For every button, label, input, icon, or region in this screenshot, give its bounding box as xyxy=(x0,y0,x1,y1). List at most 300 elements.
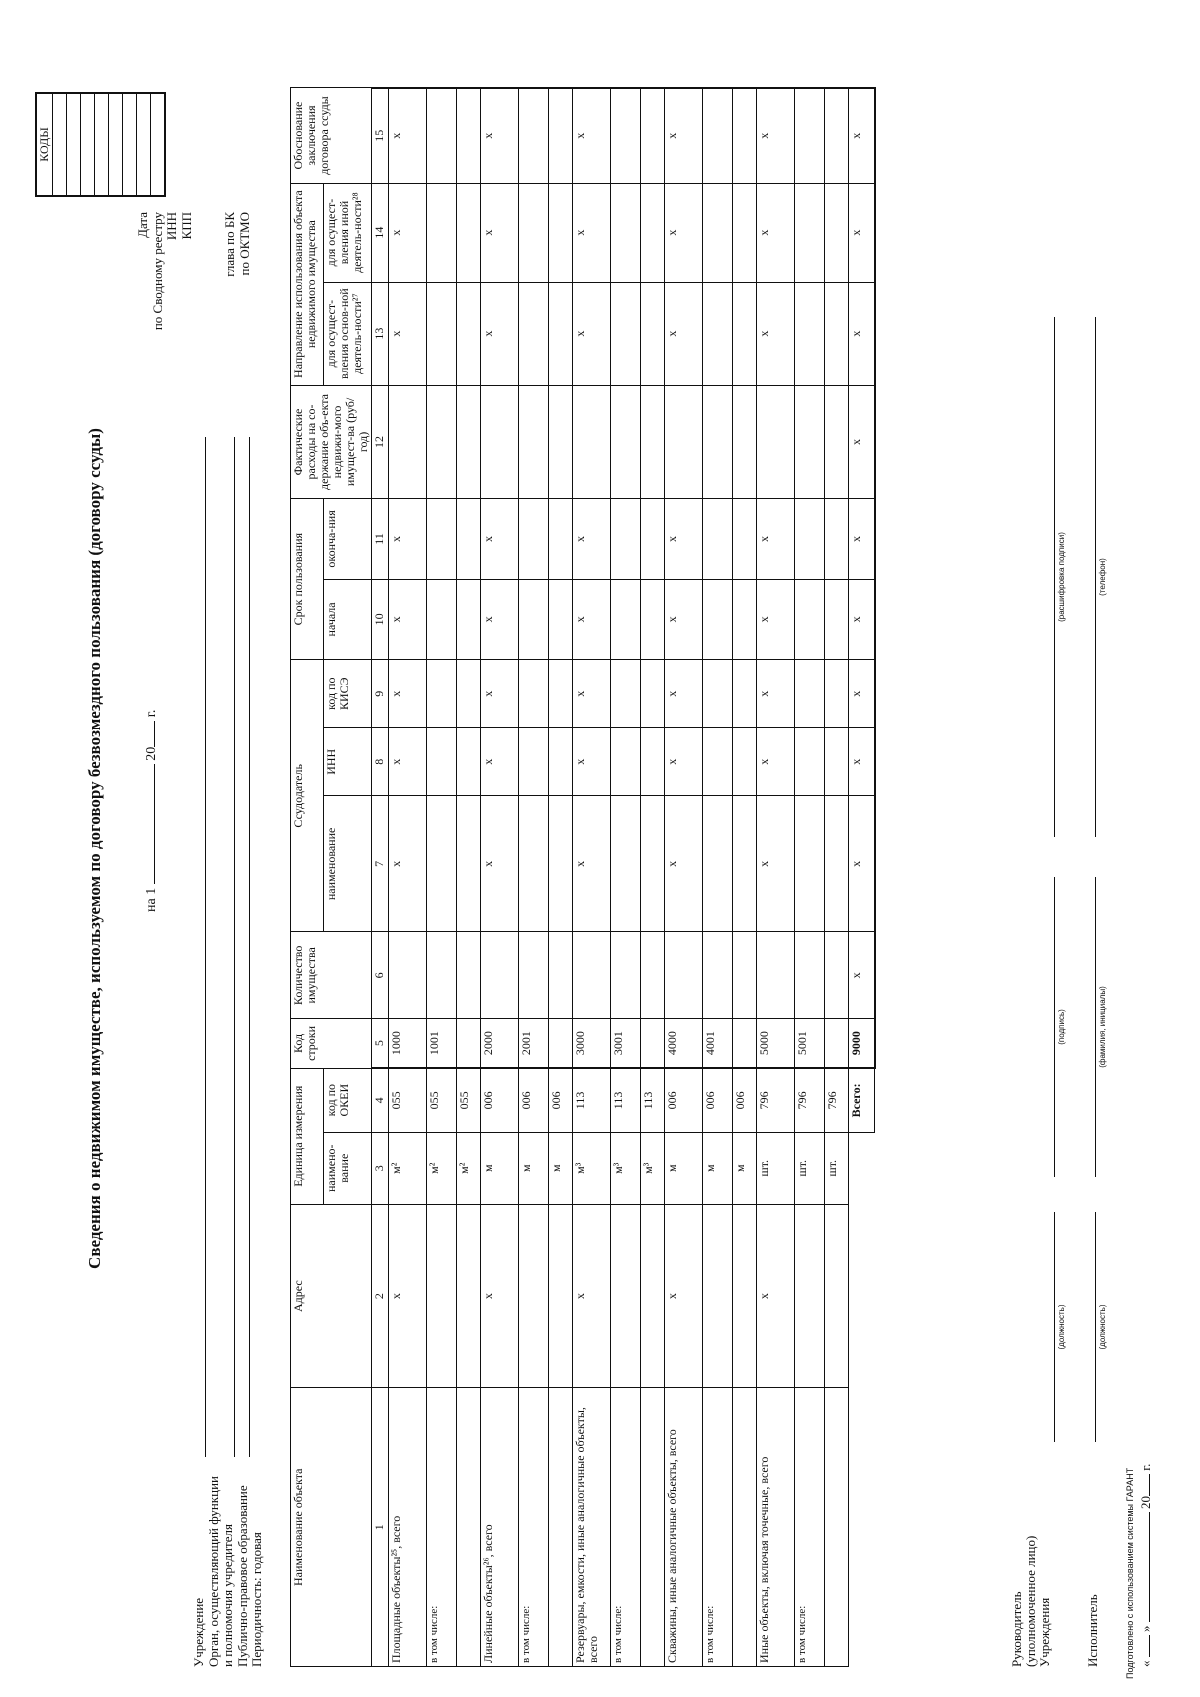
costs-cell[interactable] xyxy=(481,385,519,498)
data-cell[interactable] xyxy=(457,796,481,932)
h-dir-main: для осущест-вления основ-ной деятель-ности²⁷ xyxy=(324,282,372,385)
table-row xyxy=(519,88,549,1667)
x-cell: x xyxy=(757,728,795,796)
address-cell[interactable] xyxy=(427,1204,457,1388)
subrow-label: в том числе: xyxy=(519,1388,549,1667)
x-cell: x xyxy=(573,282,611,385)
address-cell[interactable] xyxy=(457,1204,481,1388)
data-cell[interactable] xyxy=(427,282,457,385)
unit-name-cell: шт. xyxy=(795,1132,825,1204)
data-cell[interactable] xyxy=(703,282,733,385)
x-cell: x xyxy=(481,796,519,932)
unit-name-cell: м³ xyxy=(573,1132,611,1204)
label-bk: глава по БК xyxy=(222,212,237,277)
data-cell[interactable] xyxy=(641,579,665,659)
x-cell: x xyxy=(665,728,703,796)
data-cell[interactable] xyxy=(641,499,665,579)
data-cell[interactable] xyxy=(795,385,825,498)
unit-name-cell: м xyxy=(519,1132,549,1204)
data-cell[interactable] xyxy=(427,385,457,498)
table-row xyxy=(427,88,457,1667)
object-name[interactable] xyxy=(641,1388,665,1667)
code-empty-1[interactable] xyxy=(109,93,123,196)
x-cell: x xyxy=(849,728,875,796)
data-cell[interactable] xyxy=(733,728,757,796)
col-num: 7 xyxy=(372,796,389,932)
col-num: 8 xyxy=(372,728,389,796)
x-cell: x xyxy=(849,385,875,498)
x-cell: x xyxy=(757,88,795,183)
unit-name-cell: м³ xyxy=(611,1132,641,1204)
x-cell: x xyxy=(665,796,703,932)
total-label: Всего: xyxy=(849,1068,875,1132)
data-cell[interactable] xyxy=(795,282,825,385)
cap-head-decoding: (расшифровка подписи) xyxy=(1057,532,1066,622)
data-cell[interactable] xyxy=(457,88,481,183)
okei-cell: 006 xyxy=(481,1068,519,1132)
okei-cell: 006 xyxy=(519,1068,549,1132)
data-cell[interactable] xyxy=(611,282,641,385)
data-cell[interactable] xyxy=(825,796,849,932)
label-periodicity: Периодичность: годовая xyxy=(249,1532,264,1667)
data-cell[interactable] xyxy=(641,932,665,1019)
data-cell[interactable] xyxy=(427,660,457,728)
unit-name-cell: м xyxy=(481,1132,519,1204)
data-cell[interactable] xyxy=(703,183,733,282)
h-term: Срок пользования xyxy=(291,499,324,660)
signature-head-label xyxy=(1010,1536,1052,1667)
total-row xyxy=(849,88,875,1667)
data-cell[interactable] xyxy=(641,728,665,796)
data-cell[interactable] xyxy=(825,660,849,728)
date-year-prefix: 20 xyxy=(144,746,159,761)
data-cell[interactable] xyxy=(703,579,733,659)
data-cell[interactable] xyxy=(641,183,665,282)
data-cell[interactable] xyxy=(519,932,549,1019)
data-cell[interactable] xyxy=(549,728,573,796)
row-code-cell[interactable] xyxy=(733,1019,757,1069)
object-name[interactable] xyxy=(733,1388,757,1667)
table-row xyxy=(549,88,573,1667)
okei-cell: 055 xyxy=(457,1068,481,1132)
data-cell[interactable] xyxy=(611,728,641,796)
subrow-label: в том числе: xyxy=(611,1388,641,1667)
x-cell: x xyxy=(757,579,795,659)
address-cell[interactable] xyxy=(549,1204,573,1388)
object-name[interactable] xyxy=(549,1388,573,1667)
table-row xyxy=(573,88,611,1667)
label-inn: ИНН xyxy=(164,212,179,241)
data-cell[interactable] xyxy=(519,499,549,579)
table-row xyxy=(703,88,733,1667)
label-oktmo: по ОКТМО xyxy=(236,212,252,276)
address-cell[interactable] xyxy=(733,1204,757,1388)
row-code-cell[interactable] xyxy=(457,1019,481,1069)
row-code-cell: 4001 xyxy=(703,1019,733,1069)
sig-executor: Исполнитель xyxy=(1085,1594,1100,1667)
label-registry: по Сводному реестру xyxy=(149,212,165,331)
address-cell: x xyxy=(573,1204,611,1388)
data-cell[interactable] xyxy=(549,282,573,385)
row-code-cell: 4000 xyxy=(665,1019,703,1069)
data-cell[interactable] xyxy=(641,88,665,183)
table-row xyxy=(733,88,757,1667)
unit-name-cell: м xyxy=(549,1132,573,1204)
object-name: Скважины, иные аналогичные объекты, всего xyxy=(665,1388,703,1667)
data-cell[interactable] xyxy=(457,282,481,385)
data-cell[interactable] xyxy=(549,796,573,932)
x-cell: x xyxy=(481,282,519,385)
qty-cell[interactable] xyxy=(757,932,795,1019)
x-cell: x xyxy=(665,499,703,579)
data-cell[interactable] xyxy=(733,88,757,183)
x-cell: x xyxy=(389,796,427,932)
address-cell: x xyxy=(665,1204,703,1388)
col-num: 10 xyxy=(372,579,389,659)
h-lender-inn: ИНН xyxy=(324,728,372,796)
h-basis: Обоснование заключения договора ссуды xyxy=(291,88,372,183)
data-cell[interactable] xyxy=(795,660,825,728)
data-cell[interactable] xyxy=(703,932,733,1019)
object-name: Резервуары, емкости, иные аналогичные объекты, всего xyxy=(573,1388,611,1667)
okei-cell: 796 xyxy=(795,1068,825,1132)
x-cell: x xyxy=(757,660,795,728)
sig-day-blank[interactable] xyxy=(1135,1635,1150,1657)
data-cell[interactable] xyxy=(825,579,849,659)
label-public-entity: Публично-правовое образование xyxy=(234,1485,250,1667)
data-cell[interactable] xyxy=(703,796,733,932)
okei-cell: 113 xyxy=(641,1068,665,1132)
qty-cell[interactable] xyxy=(665,932,703,1019)
object-name[interactable] xyxy=(457,1388,481,1667)
data-cell[interactable] xyxy=(795,796,825,932)
h-qty: Количество имущества xyxy=(291,932,372,1019)
codes-box xyxy=(35,92,166,197)
row-code-cell: 1001 xyxy=(427,1019,457,1069)
data-cell[interactable] xyxy=(733,282,757,385)
qty-cell[interactable] xyxy=(389,932,427,1019)
header-right-labels xyxy=(136,212,252,412)
object-name: Линейные объекты²⁶, всего xyxy=(481,1388,519,1667)
data-cell[interactable] xyxy=(825,88,849,183)
data-cell[interactable] xyxy=(825,282,849,385)
total-code: 9000 xyxy=(849,1019,875,1069)
exec-name-line[interactable] xyxy=(1095,877,1096,1177)
data-cell[interactable] xyxy=(733,660,757,728)
form-title: Сведения о недвижимом имуществе, используемом по договору безвозмездного пользования (договору ссуды) xyxy=(85,428,104,1269)
data-cell[interactable] xyxy=(427,796,457,932)
x-cell: x xyxy=(481,499,519,579)
codes-header: КОДЫ xyxy=(36,93,53,196)
x-cell: x xyxy=(389,728,427,796)
data-cell[interactable] xyxy=(457,499,481,579)
h-dir-other: для осущест-вления иной деятель-ности²⁸ xyxy=(324,183,372,282)
x-cell: x xyxy=(573,499,611,579)
data-cell[interactable] xyxy=(611,499,641,579)
data-cell[interactable] xyxy=(427,183,457,282)
data-cell[interactable] xyxy=(733,385,757,498)
data-cell[interactable] xyxy=(549,385,573,498)
unit-name-cell: м xyxy=(733,1132,757,1204)
col-num: 5 xyxy=(372,1019,389,1069)
subrow-label: в том числе: xyxy=(703,1388,733,1667)
data-cell[interactable] xyxy=(733,499,757,579)
row-code-cell: 3001 xyxy=(611,1019,641,1069)
table-row xyxy=(825,88,849,1667)
row-code-cell: 5001 xyxy=(795,1019,825,1069)
object-name[interactable] xyxy=(825,1388,849,1667)
x-cell: x xyxy=(849,88,875,183)
h-lender-kise: код по КИСЭ xyxy=(324,660,372,728)
cap-exec-position: (должность) xyxy=(1098,1304,1107,1350)
table-row xyxy=(389,88,427,1667)
table-row xyxy=(457,88,481,1667)
data-cell[interactable] xyxy=(825,385,849,498)
date-close-quote: » xyxy=(1138,1625,1153,1632)
date-prefix: на 1 xyxy=(144,887,159,912)
data-cell[interactable] xyxy=(519,385,549,498)
h-row-code: Код строки xyxy=(291,1019,372,1069)
h-unit-code: код по ОКЕИ xyxy=(324,1068,372,1132)
data-cell[interactable] xyxy=(549,88,573,183)
date-year-blank xyxy=(140,721,155,747)
garant-note: Подготовлено с использованием системы ГАРАНТ xyxy=(1125,1467,1135,1679)
data-cell[interactable] xyxy=(519,282,549,385)
data-cell[interactable] xyxy=(519,796,549,932)
data-cell[interactable] xyxy=(795,183,825,282)
unit-name-cell: м² xyxy=(427,1132,457,1204)
data-cell[interactable] xyxy=(733,579,757,659)
col-num: 15 xyxy=(372,88,389,183)
data-cell[interactable] xyxy=(611,796,641,932)
data-cell[interactable] xyxy=(733,183,757,282)
x-cell: x xyxy=(481,660,519,728)
data-cell[interactable] xyxy=(549,660,573,728)
data-cell[interactable] xyxy=(703,660,733,728)
head-position-line[interactable] xyxy=(1054,1212,1055,1442)
sig-year-suffix: г. xyxy=(1138,1463,1153,1471)
qty-cell[interactable] xyxy=(573,932,611,1019)
data-cell[interactable] xyxy=(703,88,733,183)
date-suffix: г. xyxy=(144,709,159,718)
data-cell[interactable] xyxy=(549,183,573,282)
unit-name-cell: м² xyxy=(457,1132,481,1204)
data-cell[interactable] xyxy=(795,88,825,183)
x-cell: x xyxy=(481,728,519,796)
public-entity-line xyxy=(249,437,250,1457)
data-cell[interactable] xyxy=(457,660,481,728)
data-cell[interactable] xyxy=(611,932,641,1019)
row-code-cell: 1000 xyxy=(389,1019,427,1069)
data-cell[interactable] xyxy=(641,660,665,728)
data-cell[interactable] xyxy=(795,499,825,579)
x-cell: x xyxy=(389,88,427,183)
row-code-cell[interactable] xyxy=(641,1019,665,1069)
data-cell[interactable] xyxy=(427,932,457,1019)
subrow-label: в том числе: xyxy=(795,1388,825,1667)
date-open-quote: « xyxy=(1138,1660,1153,1667)
data-cell[interactable] xyxy=(427,579,457,659)
address-cell[interactable] xyxy=(795,1204,825,1388)
sig-year-blank[interactable] xyxy=(1135,1474,1150,1496)
col-num: 3 xyxy=(372,1132,389,1204)
costs-cell[interactable] xyxy=(757,385,795,498)
label-organ-2: и полномочия учредителя xyxy=(220,1524,235,1667)
x-cell: x xyxy=(757,499,795,579)
exec-position-line[interactable] xyxy=(1095,1212,1096,1442)
data-cell[interactable] xyxy=(519,728,549,796)
costs-cell[interactable] xyxy=(665,385,703,498)
unit-name-cell: м³ xyxy=(641,1132,665,1204)
data-cell[interactable] xyxy=(519,660,549,728)
row-code-cell: 3000 xyxy=(573,1019,611,1069)
data-cell[interactable] xyxy=(703,385,733,498)
data-cell[interactable] xyxy=(825,499,849,579)
data-cell[interactable] xyxy=(703,728,733,796)
data-cell[interactable] xyxy=(611,183,641,282)
okei-cell: 055 xyxy=(389,1068,427,1132)
unit-name-cell: м xyxy=(703,1132,733,1204)
data-cell[interactable] xyxy=(457,728,481,796)
data-cell[interactable] xyxy=(519,88,549,183)
code-date[interactable] xyxy=(53,93,67,196)
x-cell: x xyxy=(849,183,875,282)
address-cell[interactable] xyxy=(611,1204,641,1388)
costs-cell[interactable] xyxy=(573,385,611,498)
x-cell: x xyxy=(665,88,703,183)
data-cell[interactable] xyxy=(611,385,641,498)
h-lender: Ссудодатель xyxy=(291,660,324,932)
x-cell: x xyxy=(481,183,519,282)
signature-date xyxy=(1135,1464,1153,1667)
x-cell: x xyxy=(389,660,427,728)
code-bk[interactable] xyxy=(137,93,151,196)
data-cell[interactable] xyxy=(825,728,849,796)
row-code-cell: 2000 xyxy=(481,1019,519,1069)
sig-month-blank[interactable] xyxy=(1135,1512,1150,1622)
data-cell[interactable] xyxy=(549,499,573,579)
address-cell: x xyxy=(389,1204,427,1388)
x-cell: x xyxy=(665,282,703,385)
sig-head-1: Руководитель xyxy=(1009,1591,1024,1667)
okei-cell: 006 xyxy=(733,1068,757,1132)
x-cell: x xyxy=(757,796,795,932)
unit-name-cell: м² xyxy=(389,1132,427,1204)
exec-phone-line[interactable] xyxy=(1095,317,1096,837)
data-cell[interactable] xyxy=(641,385,665,498)
code-kpp[interactable] xyxy=(95,93,109,196)
data-cell[interactable] xyxy=(611,579,641,659)
data-cell[interactable] xyxy=(733,932,757,1019)
data-cell[interactable] xyxy=(457,385,481,498)
address-cell[interactable] xyxy=(825,1204,849,1388)
subrow-label: в том числе: xyxy=(427,1388,457,1667)
x-cell: x xyxy=(665,579,703,659)
x-cell: x xyxy=(481,579,519,659)
row-code-cell[interactable] xyxy=(825,1019,849,1069)
data-cell[interactable] xyxy=(457,183,481,282)
x-cell: x xyxy=(665,660,703,728)
x-cell: x xyxy=(389,183,427,282)
col-num: 11 xyxy=(372,499,389,579)
address-cell[interactable] xyxy=(519,1204,549,1388)
label-organ-1: Орган, осуществляющий функции xyxy=(205,1476,221,1667)
x-cell: x xyxy=(573,88,611,183)
data-cell[interactable] xyxy=(795,579,825,659)
h-term-start: начала xyxy=(324,579,372,659)
head-decoding-line[interactable] xyxy=(1054,317,1055,837)
data-cell[interactable] xyxy=(641,796,665,932)
data-cell[interactable] xyxy=(519,183,549,282)
data-cell[interactable] xyxy=(825,183,849,282)
data-cell[interactable] xyxy=(427,728,457,796)
address-cell[interactable] xyxy=(641,1204,665,1388)
x-cell: x xyxy=(573,579,611,659)
code-oktmo[interactable] xyxy=(151,93,166,196)
row-code-cell: 5000 xyxy=(757,1019,795,1069)
qty-cell[interactable] xyxy=(481,932,519,1019)
data-cell[interactable] xyxy=(795,932,825,1019)
data-cell[interactable] xyxy=(549,932,573,1019)
cap-exec-name: (фамилия, инициалы) xyxy=(1098,986,1107,1068)
okei-cell: 113 xyxy=(573,1068,611,1132)
data-cell[interactable] xyxy=(611,88,641,183)
data-cell[interactable] xyxy=(611,660,641,728)
data-cell[interactable] xyxy=(457,932,481,1019)
row-code-cell[interactable] xyxy=(549,1019,573,1069)
code-empty-2[interactable] xyxy=(123,93,137,196)
x-cell: x xyxy=(389,579,427,659)
data-cell[interactable] xyxy=(427,88,457,183)
address-cell: x xyxy=(481,1204,519,1388)
x-cell: x xyxy=(849,932,875,1019)
data-cell[interactable] xyxy=(795,728,825,796)
x-cell: x xyxy=(573,183,611,282)
okei-cell: 006 xyxy=(549,1068,573,1132)
costs-cell[interactable] xyxy=(389,385,427,498)
sig-head-3: Учреждения xyxy=(1037,1597,1052,1667)
unit-name-cell: шт. xyxy=(757,1132,795,1204)
table-row xyxy=(795,88,825,1667)
address-cell[interactable] xyxy=(703,1204,733,1388)
data-cell[interactable] xyxy=(825,932,849,1019)
col-num: 13 xyxy=(372,282,389,385)
col-num: 14 xyxy=(372,183,389,282)
h-costs: Фактические расходы на со-держание объ-екта недвижи-мого имущест-ва (руб/год) xyxy=(291,385,372,498)
address-cell: x xyxy=(757,1204,795,1388)
head-signature-line[interactable] xyxy=(1054,877,1055,1177)
data-cell[interactable] xyxy=(457,579,481,659)
data-cell[interactable] xyxy=(733,796,757,932)
data-cell[interactable] xyxy=(519,579,549,659)
data-cell[interactable] xyxy=(549,579,573,659)
x-cell: x xyxy=(849,660,875,728)
h-lender-name: наименование xyxy=(324,796,372,932)
okei-cell: 006 xyxy=(703,1068,733,1132)
x-cell: x xyxy=(849,499,875,579)
x-cell: x xyxy=(757,282,795,385)
data-cell[interactable] xyxy=(703,499,733,579)
x-cell: x xyxy=(849,579,875,659)
institution-line xyxy=(205,437,206,1457)
okei-cell: 796 xyxy=(825,1068,849,1132)
okei-cell: 055 xyxy=(427,1068,457,1132)
code-registry[interactable] xyxy=(67,93,81,196)
data-cell[interactable] xyxy=(427,499,457,579)
data-cell[interactable] xyxy=(641,282,665,385)
date-day-blank xyxy=(140,764,155,884)
code-inn[interactable] xyxy=(81,93,95,196)
